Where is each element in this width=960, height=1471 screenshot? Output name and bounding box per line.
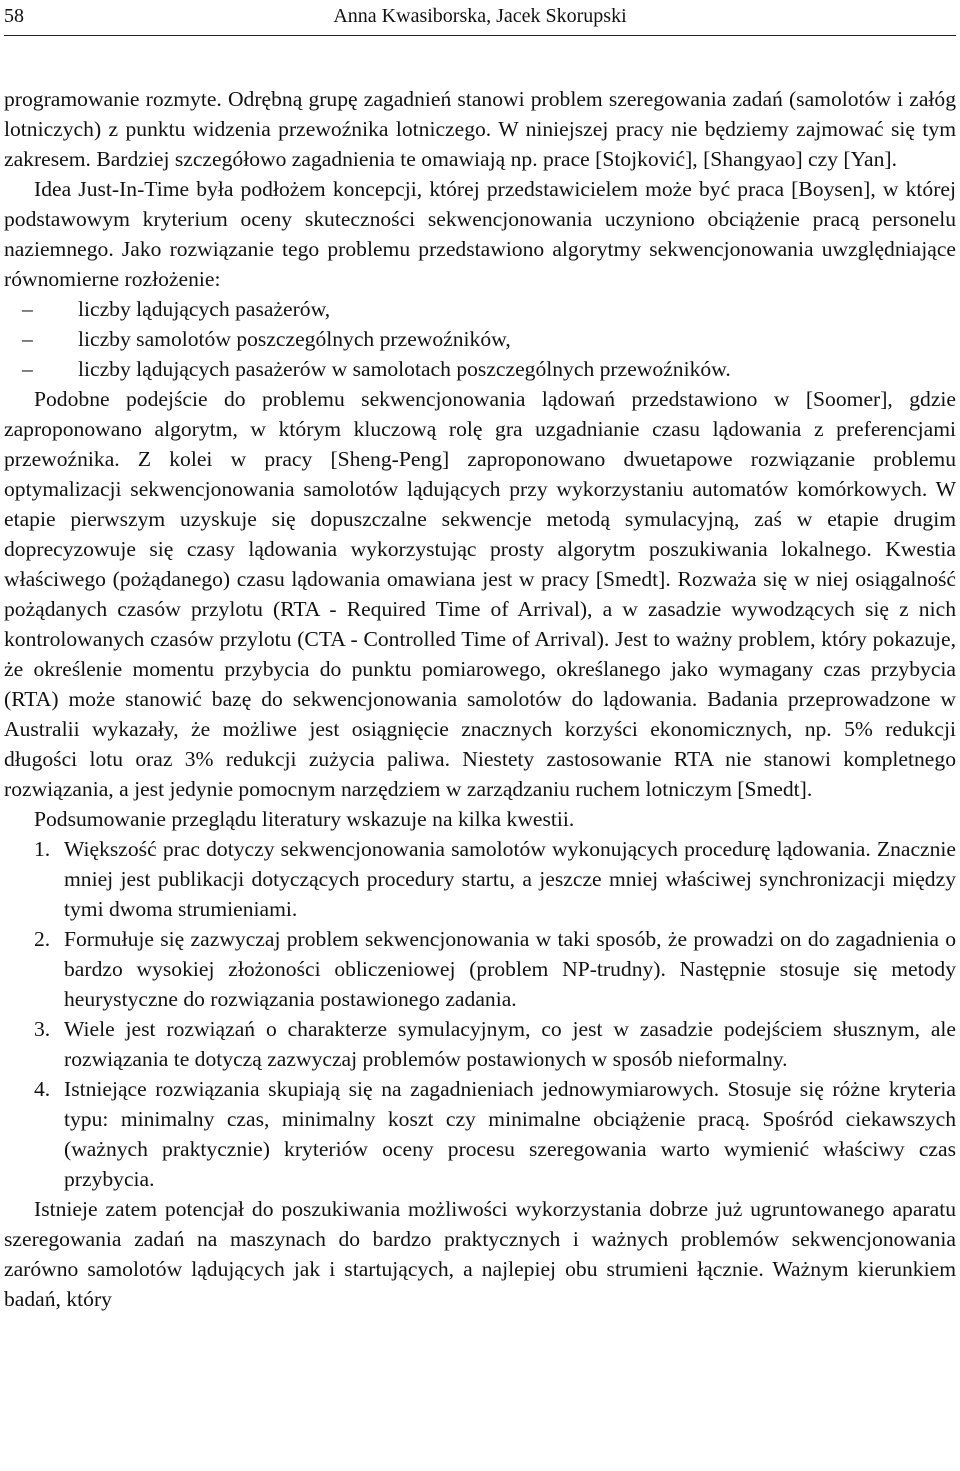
paragraph-intro: programowanie rozmyte. Odrębną grupę zagadnień stanowi problem szeregowania zadań (samolotów i załóg lotniczych) z punktu widzenia przewoźnika lotniczego. W niniejszej pracy nie będziemy zajmować się tym zakresem. Bardziej szczegółowo zagadnienia te omawiają np. prace [Stojković], [Shangyao] czy [Yan].	[4, 87, 956, 171]
running-head-authors: Anna Kwasiborska, Jacek Skorupski	[333, 5, 627, 27]
list-item-text: Formułuje się zazwyczaj problem sekwencjonowania w taki sposób, że prowadzi on do zagadnienia o bardzo wysokiej złożoności obliczeniowej (problem NP-trudny). Następnie stosuje się metody heurystyczne do rozwiązania postawionego zadania.	[64, 927, 956, 1011]
dash-marker: –	[22, 297, 33, 321]
paragraph-conclusion: Istnieje zatem potencjał do poszukiwania możliwości wykorzystania dobrze już ugruntowanego aparatu szeregowania zadań na maszynach do bardzo praktycznych i ważnych problemów sekwencjonowania zarówno samolotów lądujących jak i startujących, a najlepiej obu strumieni łącznie. Ważnym kierunkiem badań, który	[4, 1197, 956, 1311]
paragraph-summary-intro: Podsumowanie przeglądu literatury wskazuje na kilka kwestii.	[34, 807, 575, 831]
list-number: 1.	[34, 837, 51, 861]
list-number: 4.	[34, 1077, 51, 1101]
list-item-text: liczby lądujących pasażerów w samolotach poszczególnych przewoźników.	[78, 357, 731, 381]
list-item	[4, 924, 956, 1014]
list-item	[4, 354, 956, 384]
list-item-text: liczby lądujących pasażerów,	[78, 297, 331, 321]
list-item-text: liczby samolotów poszczególnych przewoźników,	[78, 327, 511, 351]
numbered-list	[4, 834, 956, 1194]
list-item-text: Wiele jest rozwiązań o charakterze symulacyjnym, co jest w zasadzie podejściem słusznym, ale rozwiązania te dotyczą zazwyczaj problemów postawionych w sposób nieformalny.	[64, 1017, 956, 1071]
paragraph-just-in-time: Idea Just-In-Time była podłożem koncepcji, której przedstawicielem może być praca [Boysen], w której podstawowym kryterium oceny skuteczności sekwencjonowania uczyniono obciążenie pracą personelu naziemnego. Jako rozwiązanie tego problemu przedstawiono algorytmy sekwencjonowania uwzględniające równomierne rozłożenie:	[4, 177, 956, 291]
list-item-text: Większość prac dotyczy sekwencjonowania samolotów wykonujących procedurę lądowania. Znacznie mniej jest publikacji dotyczących procedury startu, a jeszcze mniej właściwej synchronizacji między tymi dwoma strumieniami.	[64, 837, 956, 921]
body-text	[4, 84, 956, 1314]
list-item	[4, 294, 956, 324]
dash-list	[4, 294, 956, 384]
list-number: 3.	[34, 1017, 51, 1041]
list-item	[4, 1014, 956, 1074]
dash-marker: –	[22, 357, 33, 381]
page-number: 58	[4, 5, 24, 27]
list-item-text: Istniejące rozwiązania skupiają się na zagadnieniach jednowymiarowych. Stosuje się różne kryteria typu: minimalny czas, minimalny koszt czy minimalne obciążenie pracą. Spośród ciekawszych (ważnych praktycznie) kryteriów oceny procesu szeregowania warto wymienić właściwy czas przybycia.	[64, 1077, 956, 1191]
list-item	[4, 324, 956, 354]
list-item	[4, 834, 956, 924]
dash-marker: –	[22, 327, 33, 351]
header-rule	[4, 35, 956, 36]
page-header	[4, 2, 956, 38]
list-number: 2.	[34, 927, 51, 951]
list-item	[4, 1074, 956, 1194]
paragraph-similar-approach: Podobne podejście do problemu sekwencjonowania lądowań przedstawiono w [Soomer], gdzie zaproponowano algorytm, w którym kluczową rolę gra uzgadnianie czasu lądowania z preferencjami przewoźnika. Z kolei w pracy [Sheng-Peng] zaproponowano dwuetapowe rozwiązanie problemu optymalizacji sekwencjonowania samolotów lądujących przy wykorzystaniu automatów komórkowych. W etapie pierwszym uzyskuje się dopuszczalne sekwencje metodą symulacyjną, zaś w etapie drugim doprecyzowuje się czasy lądowania wykorzystując prosty algorytm poszukiwania lokalnego. Kwestia właściwego (pożądanego) czasu lądowania omawiana jest w pracy [Smedt]. Rozważa się w niej osiągalność pożądanych czasów przylotu (RTA - Required Time of Arrival), a w zasadzie wywodzących się z nich kontrolowanych czasów przylotu (CTA - Controlled Time of Arrival). Jest to ważny problem, który pokazuje, że określenie momentu przybycia do punktu pomiarowego, określanego jako wymagany czas przybycia (RTA) może stanowić bazę do sekwencjonowania samolotów do lądowania. Badania przeprowadzone w Australii wykazały, że możliwe jest osiągnięcie znacznych korzyści ekonomicznych, np. 5% redukcji długości lotu oraz 3% redukcji zużycia paliwa. Niestety zastosowanie RTA nie stanowi kompletnego rozwiązania, a jest jedynie pomocnym narzędziem w zarządzaniu ruchem lotniczym [Smedt].	[4, 387, 956, 801]
